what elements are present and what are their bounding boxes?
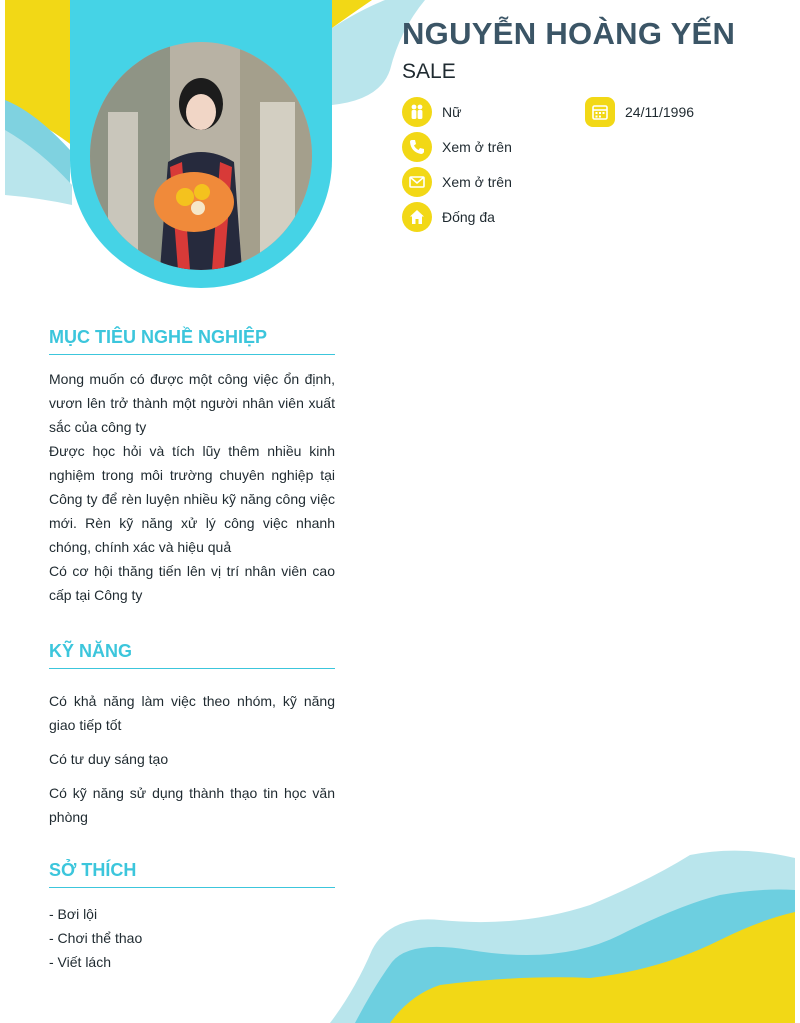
people-icon xyxy=(402,97,432,127)
full-name: NGUYỄN HOÀNG YẾN xyxy=(402,16,736,51)
skills-section xyxy=(49,639,335,839)
hobby-item: - Viết lách xyxy=(49,954,111,970)
address-row xyxy=(402,202,495,232)
objective-section xyxy=(49,325,335,607)
birthdate-value: 24/11/1996 xyxy=(625,104,695,120)
skills-title: KỸ NĂNG xyxy=(49,639,335,669)
gender-row xyxy=(402,97,461,127)
phone-value: Xem ở trên xyxy=(442,139,512,155)
profile-photo xyxy=(90,42,312,270)
phone-icon xyxy=(402,132,432,162)
email-value: Xem ở trên xyxy=(442,174,512,190)
home-icon xyxy=(402,202,432,232)
objective-paragraph: Mong muốn có được một công việc ổn định, vươn lên trở thành một người nhân viên xuất sắc của công ty xyxy=(49,371,335,435)
objective-title: MỤC TIÊU NGHỀ NGHIỆP xyxy=(49,325,335,355)
skill-item: Có kỹ năng sử dụng thành thạo tin học văn phòng xyxy=(49,785,335,825)
objective-paragraph: Được học hỏi và tích lũy thêm nhiều kinh nghiệm trong môi trường chuyên nghiệp tại Công ty để rèn luyện nhiều kỹ năng công việc mới. Rèn kỹ năng xử lý công việc nhanh chóng, chính xác và hiệu quả xyxy=(49,443,335,555)
skill-item: Có tư duy sáng tạo xyxy=(49,751,169,767)
hobby-item: - Bơi lội xyxy=(49,906,98,922)
envelope-icon xyxy=(402,167,432,197)
phone-row xyxy=(402,132,512,162)
birthdate-row xyxy=(585,97,694,127)
email-row xyxy=(402,167,512,197)
objective-paragraph: Có cơ hội thăng tiến lên vị trí nhân viên cao cấp tại Công ty xyxy=(49,563,335,603)
hobbies-title: SỞ THÍCH xyxy=(49,858,335,888)
skill-item: Có khả năng làm việc theo nhóm, kỹ năng giao tiếp tốt xyxy=(49,693,335,733)
calendar-icon xyxy=(585,97,615,127)
hobby-item: - Chơi thể thao xyxy=(49,930,143,946)
job-title: SALE xyxy=(402,60,456,83)
hobbies-section xyxy=(49,858,335,974)
address-value: Đống đa xyxy=(442,209,495,225)
header xyxy=(402,14,735,86)
gender-value: Nữ xyxy=(442,104,462,120)
